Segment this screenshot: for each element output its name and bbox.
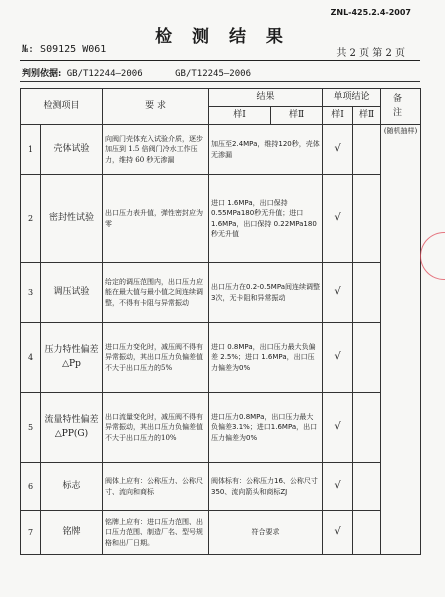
row-check-sample-2: [353, 263, 381, 323]
basis-standard-1: GB/T12244—2006: [66, 69, 143, 79]
row-number: 3: [21, 263, 41, 323]
row-item: 流量特性偏差△PP(G): [41, 393, 103, 463]
header-conclusion-sample-1: 样Ⅰ: [323, 107, 353, 125]
header-results: 结果: [209, 89, 323, 107]
row-result: 加压至2.4MPa，维持120秒，壳体无渗漏: [209, 125, 323, 175]
row-check: √: [323, 393, 353, 463]
header-sample-1: 样Ⅰ: [209, 107, 271, 125]
basis-rule: [20, 81, 420, 82]
document-code: ZNL-425.2.4-2007: [330, 8, 411, 17]
row-result: 进口压力0.8MPa，出口压力最大负偏差3.1%；进口1.6MPa，出口压力偏差为0%: [209, 393, 323, 463]
header-note-label: 备 注: [393, 94, 409, 118]
row-requirement: 向阀门壳体充入试验介质，逐步加压到 1.5 倍阀门冷水工作压力，维持 60 秒无渗漏: [103, 125, 209, 175]
row-result: 符合要求: [209, 511, 323, 555]
report-number: №: S09125 W061: [22, 44, 107, 55]
row-check: √: [323, 323, 353, 393]
row-number: 5: [21, 393, 41, 463]
note-random-sampling: (随机抽样): [383, 127, 418, 135]
row-item: 调压试验: [41, 263, 103, 323]
header-item: 检测项目: [21, 89, 103, 125]
table-row: [21, 175, 421, 263]
row-check: √: [323, 511, 353, 555]
row-number: 4: [21, 323, 41, 393]
page-info: 共 2 页 第 2 页: [336, 48, 405, 59]
row-requirement: 出口流量变化时，减压阀不得有异常振动，其出口压力负偏差值不大于出口压力的10%: [103, 393, 209, 463]
header-rule: [20, 60, 420, 61]
note-cell: [381, 125, 421, 555]
row-check-sample-2: [353, 511, 381, 555]
row-result: 进口 1.6MPa，出口保持 0.55MPa180秒无升值；进口 1.6MPa，出口保持 0.22MPa180秒无升值: [209, 175, 323, 263]
table-row: [21, 463, 421, 511]
row-item: 壳体试验: [41, 125, 103, 175]
row-check-sample-2: [353, 125, 381, 175]
header-conclusion-sample-2: 样Ⅱ: [353, 107, 381, 125]
results-table: [20, 88, 421, 555]
row-item: 压力特性偏差△Pp: [41, 323, 103, 393]
row-check: √: [323, 125, 353, 175]
row-check-sample-2: [353, 175, 381, 263]
row-item: 密封性试验: [41, 175, 103, 263]
row-number: 2: [21, 175, 41, 263]
basis-label: 判别依据:: [22, 69, 62, 79]
table-row: [21, 393, 421, 463]
row-check-sample-2: [353, 393, 381, 463]
row-check: √: [323, 175, 353, 263]
row-requirement: 进口压力变化时，减压阀不得有异常振动，其出口压力负偏差值不大于出口压力的5%: [103, 323, 209, 393]
row-check: √: [323, 263, 353, 323]
table-row: [21, 323, 421, 393]
basis-line: [22, 66, 251, 79]
page-title: 检 测 结 果: [155, 27, 290, 47]
row-check: √: [323, 463, 353, 511]
row-number: 6: [21, 463, 41, 511]
header-requirement: 要 求: [103, 89, 209, 125]
row-requirement: 出口压力表升值，弹性密封应为零: [103, 175, 209, 263]
row-requirement: 阀体上应有：公称压力、公称尺寸、流向和商标: [103, 463, 209, 511]
table-row: [21, 125, 421, 175]
row-check-sample-2: [353, 463, 381, 511]
basis-standard-2: GB/T12245—2006: [175, 69, 251, 79]
header-sample-2: 样Ⅱ: [271, 107, 323, 125]
row-result: 阀体标有：公称压力16、公称尺寸350、流向箭头和商标ZJ: [209, 463, 323, 511]
red-seal-stamp: [420, 232, 445, 280]
header-note: [381, 89, 421, 125]
row-requirement: 铭牌上应有：进口压力范围、出口压力范围、制造厂名、型号规格和出厂日期。: [103, 511, 209, 555]
row-result: 出口压力在0.2-0.5MPa间连续调整3次，无卡阻和异常振动: [209, 263, 323, 323]
row-number: 1: [21, 125, 41, 175]
header-conclusion: 单项结论: [323, 89, 381, 107]
row-item: 标志: [41, 463, 103, 511]
row-requirement: 给定的调压范围内，出口压力应能在最大值与最小值之间连续调整，不得有卡阻与异常振动: [103, 263, 209, 323]
row-number: 7: [21, 511, 41, 555]
table-row: [21, 511, 421, 555]
table-row: [21, 263, 421, 323]
row-result: 进口 0.8MPa，出口压力最大负偏差 2.5%；进口 1.6MPa，出口压力偏差为0%: [209, 323, 323, 393]
row-check-sample-2: [353, 323, 381, 393]
row-item: 铭牌: [41, 511, 103, 555]
